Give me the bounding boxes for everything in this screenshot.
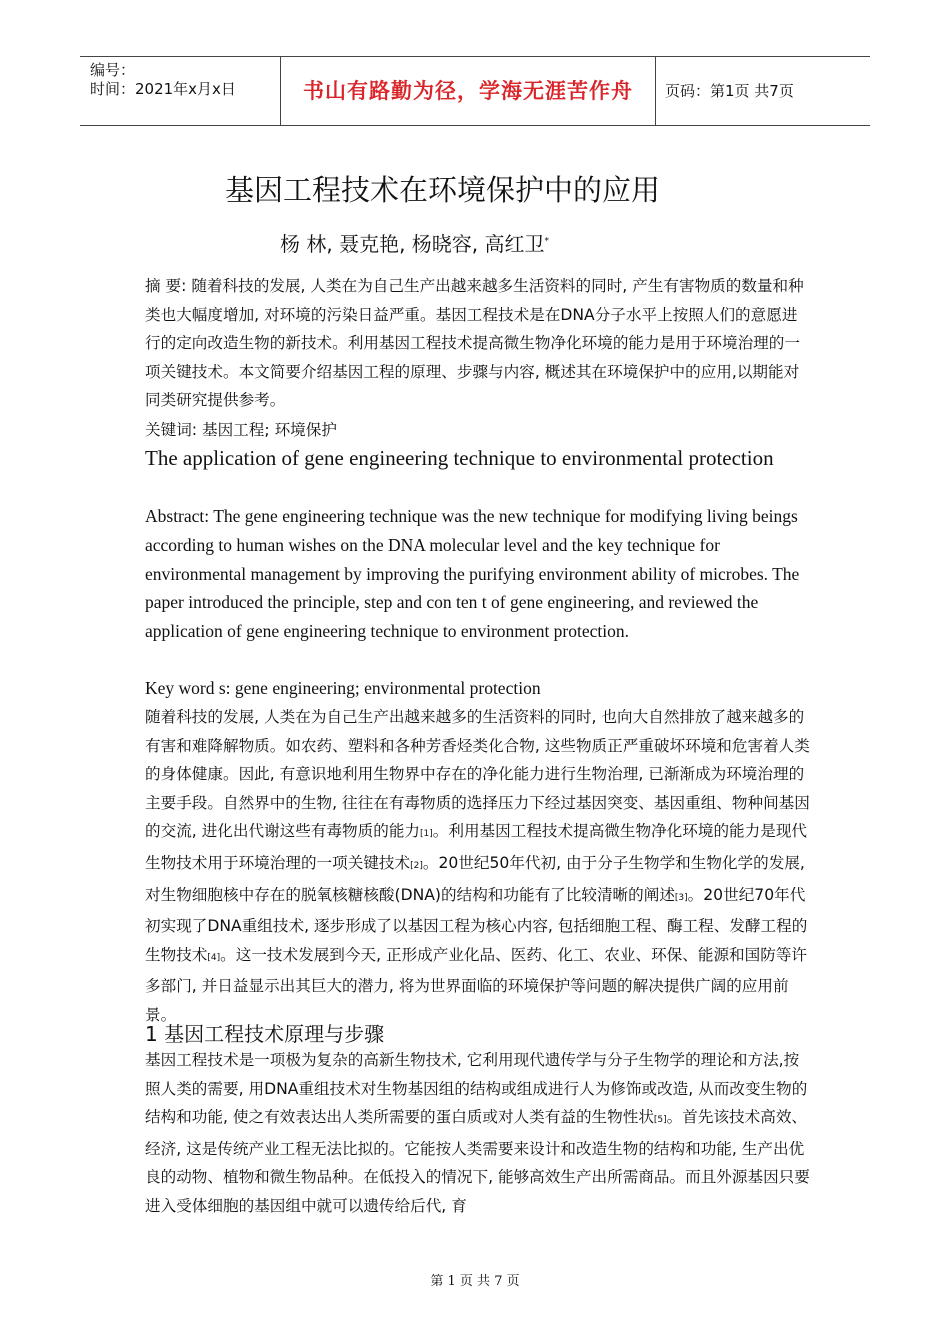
intro-text-5: 。这一技术发展到今天, 正形成产业化品、医药、化工、农业、环保、能源和国防等许多部门, 并日益显示出其巨大的潜力, 将为世界面临的环境保护等问题的解决提供广阔的应用前景。: [145, 945, 808, 1024]
citation-1: [1]: [420, 829, 433, 840]
intro-text-4: 。20世纪70年代初实现了DNA重组技术, 逐步形成了以基因工程为核心内容, 包括细胞工程、酶工程、发酵工程的生物技术: [145, 885, 808, 964]
section-1-paragraph: [145, 1046, 810, 1221]
document-title: 基因工程技术在环境保护中的应用: [224, 173, 660, 207]
page-footer: 第 1 页 共 7 页: [430, 1274, 520, 1289]
abstract-zh: 摘 要: 随着科技的发展, 人类在为自己生产出越来越多生活资料的同时, 产生有害物质的数量和种类也大幅度增加, 对环境的污染日益严重。基因工程技术是在DNA分子水平上按照人们的意愿进行的定向改造生物的新技术。利用基因工程技术提高微生物净化环境的能力是用于环境治理的一项关键技术。本文简要介绍基因工程的原理、步骤与内容, 概述其在环境保护中的应用,以期能对同类研究提供参考。: [145, 277, 804, 410]
author-footnote-mark: *: [544, 236, 550, 247]
section-1-heading: 1 基因工程技术原理与步骤: [145, 1022, 385, 1046]
header-time-label: 时间：2021年x月x日: [90, 80, 236, 98]
section1-text-1: 基因工程技术是一项极为复杂的高新生物技术, 它利用现代遗传学与分子生物学的理论和方法,按照人类的需要, 用DNA重组技术对生物基因组的结构或组成进行人为修饰或改造, 从而改变生物的结构和功能, 使之有效表达出人类所需要的蛋白质或对人类有益的生物性状: [145, 1051, 808, 1127]
citation-2: [2]: [410, 860, 423, 871]
title-en: The application of gene engineering technique to environmental protection: [145, 446, 774, 470]
authors-names: 杨 林, 聂克艳, 杨晓容, 高红卫: [280, 232, 545, 256]
keywords-en: Key word s: gene engineering; environmental protection: [145, 678, 541, 698]
keywords-zh: 关键词: 基因工程; 环境保护: [145, 421, 337, 439]
citation-4: [4]: [207, 952, 221, 963]
header-left-cell: [80, 57, 280, 125]
header-page-label: 页码：第1页 共7页: [665, 82, 794, 100]
intro-text-1: 随着科技的发展, 人类在为自己生产出越来越多的生活资料的同时, 也向大自然排放了越来越多的有害和难降解物质。如农药、塑料和各种芳香烃类化合物, 这些物质正严重破坏环境和危害着人类的身体健康。因此, 有意识地利用生物界中存在的净化能力进行生物治理, 已渐渐成为环境治理的主要手段。自然界中的生物, 往往在有毒物质的选择压力下经过基因突变、基因重组、物种间基因的交流, 进化出代谢这些有毒物质的能力: [145, 708, 810, 841]
header-number-label: 编号：: [90, 61, 136, 79]
intro-text-3: 。20世纪50年代初, 由于分子生物学和生物化学的发展, 对生物细胞核中存在的脱氧核糖核酸(DNA)的结构和功能有了比较清晰的阐述: [145, 853, 805, 904]
citation-3: [3]: [674, 892, 688, 903]
intro-text-2: 。利用基因工程技术提高微生物净化环境的能力是现代生物技术用于环境治理的一项关键技术: [145, 822, 808, 872]
header-motto: 书山有路勤为径，学海无涯苦作舟: [280, 57, 656, 125]
intro-paragraph: [145, 703, 810, 1030]
abstract-en: Abstract: The gene engineering technique was the new technique for modifying living beings according to human wishes on the DNA molecular level and the key technique for environmental management by improving the purifying environment ability of microbes. The paper introduced the principle, step and con ten t of gene engineering, and reviewed the application of gene engineering technique to environment protection.: [145, 506, 800, 642]
citation-5: [5]: [653, 1115, 667, 1126]
page-header: [80, 56, 870, 126]
section1-text-2: 。首先该技术高效、经济, 这是传统产业工程无法比拟的。它能按人类需要来设计和改造生物的结构和功能, 生产出优良的动物、植物和微生物品种。在低投入的情况下, 能够高效生产出所需商品。而且外源基因只要进入受体细胞的基因组中就可以遗传给后代, 育: [145, 1108, 810, 1215]
author-list: [280, 228, 549, 257]
